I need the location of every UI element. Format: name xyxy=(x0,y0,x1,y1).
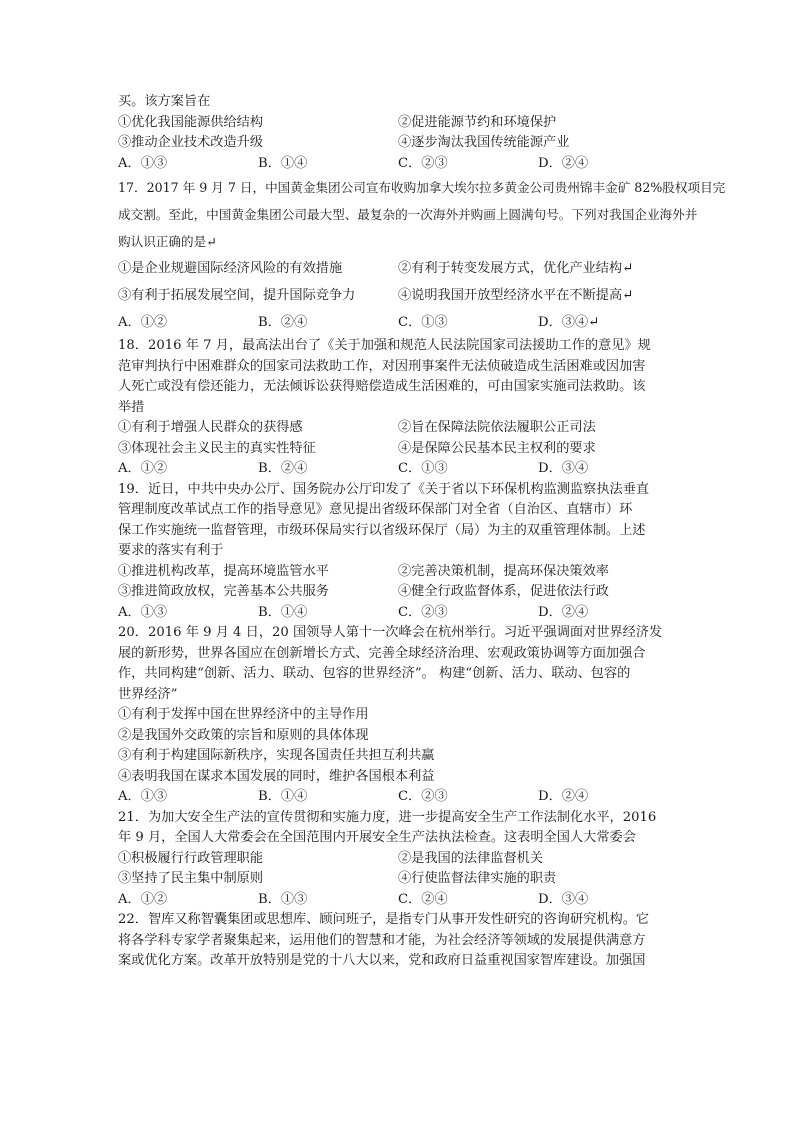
q18-option-4: ④是保障公民基本民主权利的要求 xyxy=(398,440,596,456)
q17-stem-line: 购认识正确的是↵ xyxy=(118,234,217,249)
q16-answer-b: B．①④ xyxy=(258,155,308,171)
q16-option-4: ④逐步淘汰我国传统能源产业 xyxy=(398,135,570,150)
q16-options-row2 xyxy=(118,133,678,154)
q18-answer-d: D．③④ xyxy=(538,461,589,476)
q22-stem-line: 案或优化方案。改革开放特别是党的十八大以来，党和政府日益重视国家智库建设。加强国 xyxy=(118,953,646,968)
q18-stem-line: 范审判执行中困难群众的国家司法救助工作，对因刑事案件无法侦破造成生活困难或因加害 xyxy=(118,358,646,374)
q21-option-4: ④行使监督法律实施的职责 xyxy=(398,871,557,886)
q18-option-2: ②旨在保障法院依法履职公正司法 xyxy=(398,420,596,435)
q21-options-row2 xyxy=(118,869,678,890)
q21-answers xyxy=(118,890,678,911)
q19-stem-line: 19．近日，中共中央办公厅、国务院办公厅印发了《关于省以下环保机构监测监察执法垂直 xyxy=(118,481,650,497)
q18-answer-b: B．②④ xyxy=(258,461,308,476)
q20-option-4: ④表明我国在谋求本国发展的同时，维护各国根本利益 xyxy=(118,768,435,784)
q21-options-row1 xyxy=(118,849,678,870)
q19-option-1: ①推进机构改革，提高环境监管水平 xyxy=(118,563,329,579)
q19-answer-a: A．①③ xyxy=(118,604,168,620)
q19-options-row2 xyxy=(118,582,678,603)
q17-option-3: ③有利于拓展发展空间，提升国际竞争力 xyxy=(118,288,356,303)
q20-answer-c: C．②③ xyxy=(398,789,448,804)
q18-options-row1 xyxy=(118,418,678,439)
q17-option-1: ①是企业规避国际经济风险的有效措施 xyxy=(118,261,343,276)
q20-stem-line: 世界经济” xyxy=(118,686,178,702)
q18-stem-line: 18．2016 年 7 月，最高法出台了《关于加强和规范人民法院国家司法援助工作的意见》规 xyxy=(118,338,651,353)
q16-answers xyxy=(118,154,678,175)
q18-answers xyxy=(118,459,678,480)
q20-stem-line: 展的新形势，世界各国应在创新增长方式、完善全球经济治理、宏观政策协调等方面加强合 xyxy=(118,645,646,661)
q19-answer-b: B．①④ xyxy=(258,604,308,620)
q20-answer-d: D．②④ xyxy=(538,789,589,804)
q18-options-row2 xyxy=(118,439,678,460)
q18-answer-c: C．①③ xyxy=(398,461,448,476)
q20-answer-b: B．①④ xyxy=(258,789,308,804)
q16-stem-tail: 买。该方案旨在 xyxy=(118,94,211,109)
q18-answer-a: A．①② xyxy=(118,461,168,476)
q20-answers xyxy=(118,787,678,808)
q16-answer-c: C．②③ xyxy=(398,155,448,171)
q19-option-2: ②完善决策机制，提高环保决策效率 xyxy=(398,563,609,579)
q17-stem-line: 17．2017 年 9 月 7 日，中国黄金集团公司宣布收购加拿大埃尔拉多黄金公司贵州锦丰金矿 82%股权项目完 xyxy=(118,180,726,195)
q21-stem-line: 年 9 月，全国人大常委会在全国范围内开展安全生产法执法检查。这表明全国人大常委会 xyxy=(118,830,636,845)
q17-answer-a: A．①② xyxy=(118,315,168,330)
q19-stem-line: 保工作实施统一监督管理，市级环保局实行以省级环保厅（局）为主的双重管理体制。上述 xyxy=(118,522,646,538)
q21-answer-d: D．③④ xyxy=(538,891,589,907)
exam-page xyxy=(118,92,726,972)
q16-answer-a: A．①③ xyxy=(118,155,168,171)
q16-answer-d: D．②④ xyxy=(538,155,589,171)
q17-options-row2 xyxy=(118,282,678,309)
q20-stem-line: 作，共同构建“创新、活力、联动、包容的世界经济”。 构建“创新、活力、联动、包容的 xyxy=(118,666,631,681)
q21-stem-line: 21．为加大安全生产法的宣传贯彻和实施力度，进一步提高安全生产工作法制化水平，2016 xyxy=(118,809,657,825)
q19-stem-line: 管理制度改革试点工作的指导意见》意见提出省级环保部门对全省（自治区、直辖市）环 xyxy=(118,502,633,517)
q21-answer-b: B．①③ xyxy=(258,891,308,907)
q21-answer-a: A．①② xyxy=(118,891,168,907)
q21-answer-c: C．②④ xyxy=(398,891,448,907)
q17-answer-d: D．③④↵ xyxy=(538,315,600,330)
q19-answers xyxy=(118,603,678,624)
q18-stem-line: 人死亡或没有偿还能力，无法倾诉讼获得赔偿造成生活困难的，可由国家实施司法救助。该 xyxy=(118,379,646,394)
q17-answer-b: B．②④ xyxy=(258,315,308,330)
q17-options-row1 xyxy=(118,255,678,282)
q17-answers xyxy=(118,309,678,336)
q19-option-3: ③推进简政放权，完善基本公共服务 xyxy=(118,584,329,599)
q20-option-2: ②是我国外交政策的宗旨和原则的具体体现 xyxy=(118,727,369,743)
q18-option-1: ①有利于增强人民群众的获得感 xyxy=(118,420,303,435)
q16-options-row1 xyxy=(118,113,678,134)
q20-answer-a: A．①③ xyxy=(118,789,168,804)
q19-answer-d: D．②④ xyxy=(538,604,589,620)
q20-stem-line: 20．2016 年 9 月 4 日，20 国领导人第十一次峰会在杭州举行。习近平强调面对世界经济发 xyxy=(118,625,663,640)
q19-option-4: ④健全行政监督体系，促进依法行政 xyxy=(398,584,609,599)
q16-option-3: ③推动企业技术改造升级 xyxy=(118,135,264,150)
q17-stem-line: 成交割。至此，中国黄金集团公司最大型、最复杂的一次海外并购画上圆满句号。下列对我国企业海外并 xyxy=(118,207,698,222)
q22-stem-line: 22．智库又称智囊集团或思想库、顾问班子，是指专门从事开发性研究的咨询研究机构。它 xyxy=(118,912,650,927)
q21-option-2: ②是我国的法律监督机关 xyxy=(398,850,544,866)
q16-option-2: ②促进能源节约和环境保护 xyxy=(398,114,557,130)
q21-option-1: ①积极履行行政管理职能 xyxy=(118,850,264,866)
q19-stem-line: 要求的落实有利于 xyxy=(118,543,224,558)
q17-answer-c: C．①③ xyxy=(398,315,448,330)
q19-options-row1 xyxy=(118,562,678,583)
q21-option-3: ③坚持了民主集中制原则 xyxy=(118,871,264,886)
q19-answer-c: C．②③ xyxy=(398,604,448,620)
q16-option-1: ①优化我国能源供给结构 xyxy=(118,114,264,130)
q18-option-3: ③体现社会主义民主的真实性特征 xyxy=(118,440,316,456)
q20-option-3: ③有利于构建国际新秩序，实现各国责任共担互利共赢 xyxy=(118,748,435,763)
q17-option-2: ②有利于转变发展方式，优化产业结构↵ xyxy=(398,261,634,276)
q18-stem-line: 举措 xyxy=(118,399,145,415)
q22-stem-line: 将各学科专家学者聚集起来，运用他们的智慧和才能，为社会经济等领域的发展提供满意方 xyxy=(118,932,646,948)
q20-option-1: ①有利于发挥中国在世界经济中的主导作用 xyxy=(118,707,369,722)
q17-option-4: ④说明我国开放型经济水平在不断提高↵ xyxy=(398,288,634,303)
